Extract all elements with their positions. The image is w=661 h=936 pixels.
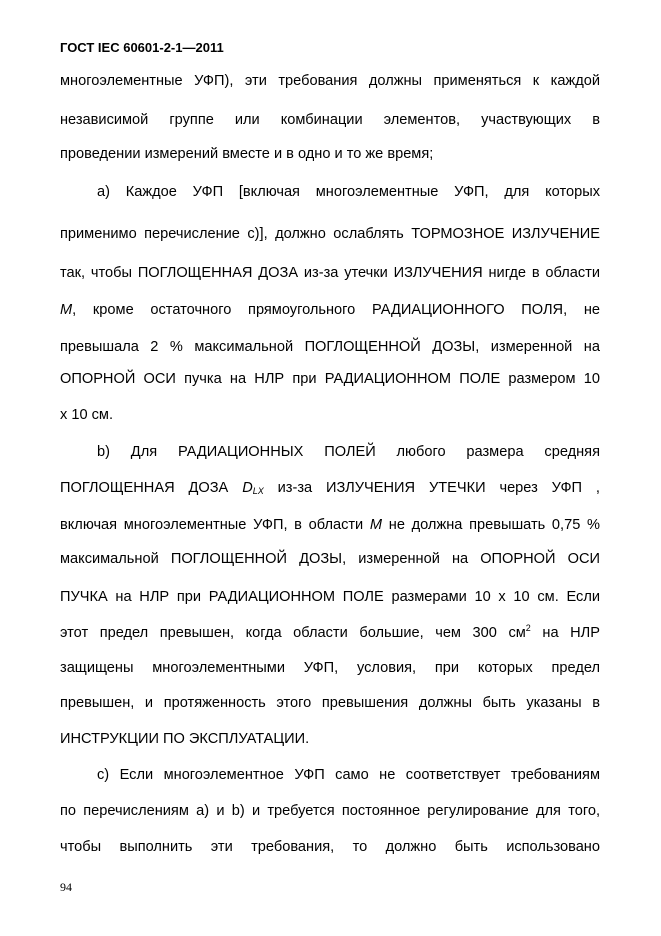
text-segment: из-за ИЗЛУЧЕНИЯ УТЕЧКИ через УФП , [277,480,600,496]
page-number: 94 [60,880,72,894]
text-segment: включая многоэлементные УФП, в области [60,517,364,533]
text-line: защищены многоэлементными УФП, условия, при которых предел [60,660,600,676]
document-header: ГОСТ IEC 60601-2-1—2011 [60,40,224,55]
text-line [60,477,600,499]
text-segment: этот предел превышен, когда области большие, чем 300 см [60,625,526,641]
text-line: по перечислениям a) и b) и требуется постоянное регулирование для того, [60,803,600,819]
text-line: ИНСТРУКЦИИ ПО ЭКСПЛУАТАЦИИ. [60,731,310,747]
text-segment: ПОГЛОЩЕННАЯ ДОЗА [60,480,229,496]
text-line: чтобы выполнить эти требования, то должно быть использовано [60,839,600,855]
paragraph-a-start: a) Каждое УФП [включая многоэлементные УФП, для которых [97,184,600,200]
paragraph-c-start: c) Если многоэлементное УФП само не соответствует требованиям [97,767,600,783]
text-line [60,299,600,321]
text-line: x 10 см. [60,407,114,423]
superscript: 2 [525,623,531,633]
text-line: так, чтобы ПОГЛОЩЕННАЯ ДОЗА из-за утечки ИЗЛУЧЕНИЯ нигде в области [60,265,600,281]
text-line: независимой группе или комбинации элементов, участвующих в [60,112,600,128]
text-segment: не должна превышать 0,75 % [388,517,600,533]
text-line: проведении измерений вместе и в одно и то же время; [60,146,434,162]
text-line: превышала 2 % максимальной ПОГЛОЩЕННОЙ ДОЗЫ, измеренной на [60,339,600,355]
text-segment: на НЛР [542,625,600,641]
text-line: максимальной ПОГЛОЩЕННОЙ ДОЗЫ, измеренной на ОПОРНОЙ ОСИ [60,551,600,567]
symbol-m: M [369,517,383,533]
text-line: применимо перечисление c)], должно ослаблять ТОРМОЗНОЕ ИЗЛУЧЕНИЕ [60,226,600,242]
text-line: ОПОРНОЙ ОСИ пучка на НЛР при РАДИАЦИОННОМ ПОЛЕ размером 10 [60,371,600,387]
symbol-m: M [60,302,73,318]
text-line [60,622,600,644]
text-line: превышен, и протяженность этого превышения должны быть указаны в [60,695,600,711]
text-line: многоэлементные УФП), эти требования должны применяться к каждой [60,73,600,89]
text-segment: , кроме остаточного прямоугольного РАДИАЦИОННОГО ПОЛЯ, не [72,302,600,318]
symbol-dlx: $D_{LX}$ [242,480,264,496]
text-line: ПУЧКА на НЛР при РАДИАЦИОННОМ ПОЛЕ размерами 10 x 10 см. Если [60,589,600,605]
paragraph-b-start: b) Для РАДИАЦИОННЫХ ПОЛЕЙ любого размера средняя [97,444,600,460]
text-line [60,514,600,536]
